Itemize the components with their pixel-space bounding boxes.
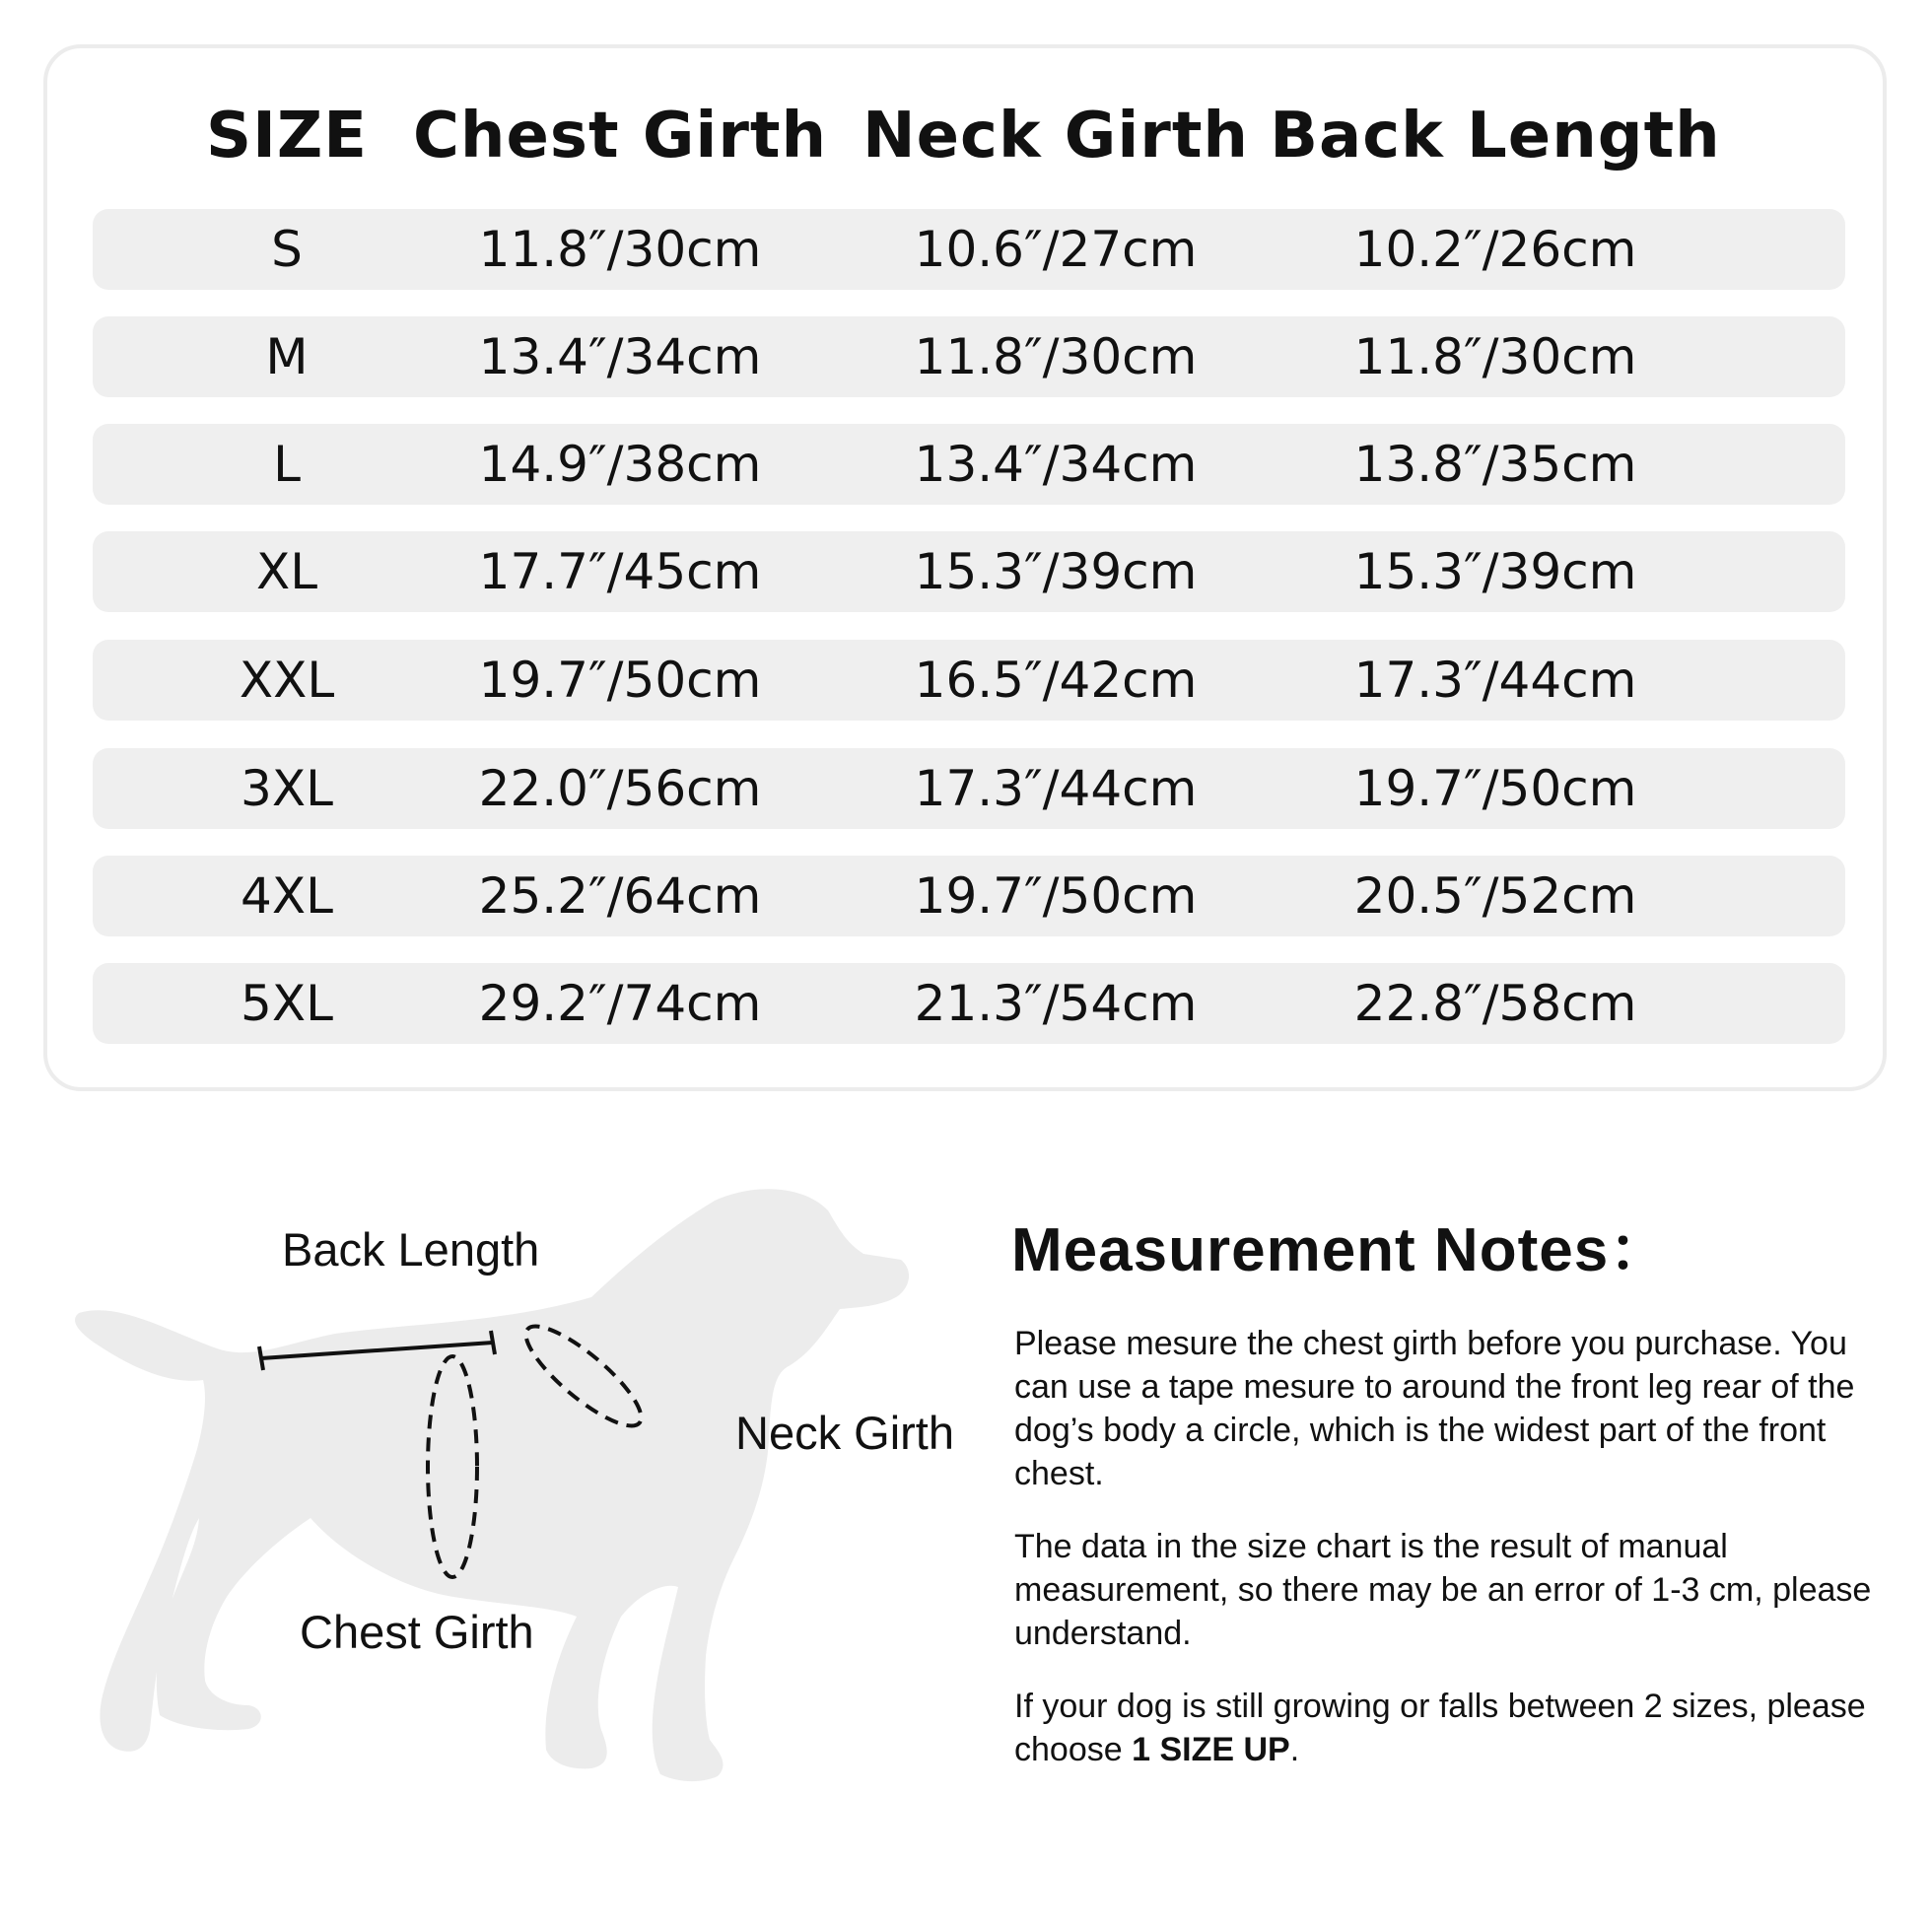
- header-back-length: Back Length: [1270, 100, 1721, 172]
- size-chart-header: [47, 48, 1883, 221]
- size-cell: 3XL: [241, 760, 333, 817]
- size-cell: S: [271, 221, 303, 278]
- dog-measurement-figure: [39, 1183, 986, 1794]
- neck-girth-cell: 16.5″/42cm: [914, 652, 1198, 709]
- size-chart-card: [43, 44, 1887, 1091]
- note-paragraph-chest: Please mesure the chest girth before you purchase. You can use a tape mesure to around the front leg rear of the dog’s body a circle, which is the widest part of the front chest.: [1014, 1325, 1855, 1492]
- neck-girth-cell: 11.8″/30cm: [914, 328, 1198, 385]
- dog-body-shape: [75, 1189, 909, 1781]
- chest-girth-cell: 29.2″/74cm: [478, 975, 762, 1032]
- back-length-cell: 15.3″/39cm: [1353, 543, 1637, 600]
- size-cell: L: [273, 436, 301, 493]
- neck-girth-cell: 17.3″/44cm: [914, 760, 1198, 817]
- neck-girth-cell: 21.3″/54cm: [914, 975, 1198, 1032]
- table-row: [93, 209, 1845, 290]
- table-row: [93, 424, 1845, 505]
- size-cell: M: [265, 328, 309, 385]
- size-cell: XXL: [239, 652, 335, 709]
- header-chest-girth: Chest Girth: [412, 100, 828, 172]
- table-row: [93, 640, 1845, 721]
- chest-girth-cell: 13.4″/34cm: [478, 328, 762, 385]
- header-size: SIZE: [205, 100, 369, 172]
- back-length-cell: 10.2″/26cm: [1353, 221, 1637, 278]
- notes-title: Measurement Notes：: [1011, 1216, 1672, 1284]
- back-length-cell: 20.5″/52cm: [1353, 867, 1637, 925]
- chest-girth-cell: 11.8″/30cm: [478, 221, 762, 278]
- chest-girth-cell: 22.0″/56cm: [478, 760, 762, 817]
- table-row: [93, 531, 1845, 612]
- table-row: [93, 748, 1845, 829]
- back-length-label: Back Length: [282, 1223, 540, 1276]
- measurement-notes: [1011, 1201, 1898, 1801]
- table-row: [93, 856, 1845, 936]
- neck-girth-label: Neck Girth: [735, 1407, 954, 1459]
- back-length-cell: 13.8″/35cm: [1353, 436, 1637, 493]
- table-row: [93, 316, 1845, 397]
- header-neck-girth: Neck Girth: [862, 100, 1249, 172]
- size-cell: XL: [255, 543, 318, 600]
- note-size-up-end: .: [1289, 1731, 1300, 1768]
- note-paragraph-error: The data in the size chart is the result of manual measurement, so there may be an error of 1-3 cm, please understand.: [1014, 1528, 1872, 1652]
- neck-girth-cell: 13.4″/34cm: [914, 436, 1198, 493]
- size-cell: 5XL: [241, 975, 333, 1032]
- neck-girth-cell: 15.3″/39cm: [914, 543, 1198, 600]
- table-row: [93, 963, 1845, 1044]
- note-paragraph-size-up: [1014, 1685, 1898, 1771]
- note-size-up-emphasis: 1 SIZE UP: [1132, 1731, 1290, 1768]
- neck-girth-cell: 19.7″/50cm: [914, 867, 1198, 925]
- size-cell: 4XL: [241, 867, 333, 925]
- back-length-cell: 11.8″/30cm: [1353, 328, 1637, 385]
- chest-girth-cell: 17.7″/45cm: [478, 543, 762, 600]
- note-size-up-lead: If your dog is still growing or falls between 2 sizes, please choose: [1014, 1688, 1866, 1768]
- neck-girth-cell: 10.6″/27cm: [914, 221, 1198, 278]
- back-length-cell: 19.7″/50cm: [1353, 760, 1637, 817]
- back-length-cell: 17.3″/44cm: [1353, 652, 1637, 709]
- chest-girth-label: Chest Girth: [300, 1606, 534, 1658]
- chest-girth-cell: 25.2″/64cm: [478, 867, 762, 925]
- chest-girth-cell: 14.9″/38cm: [478, 436, 762, 493]
- back-length-cell: 22.8″/58cm: [1353, 975, 1637, 1032]
- chest-girth-cell: 19.7″/50cm: [478, 652, 762, 709]
